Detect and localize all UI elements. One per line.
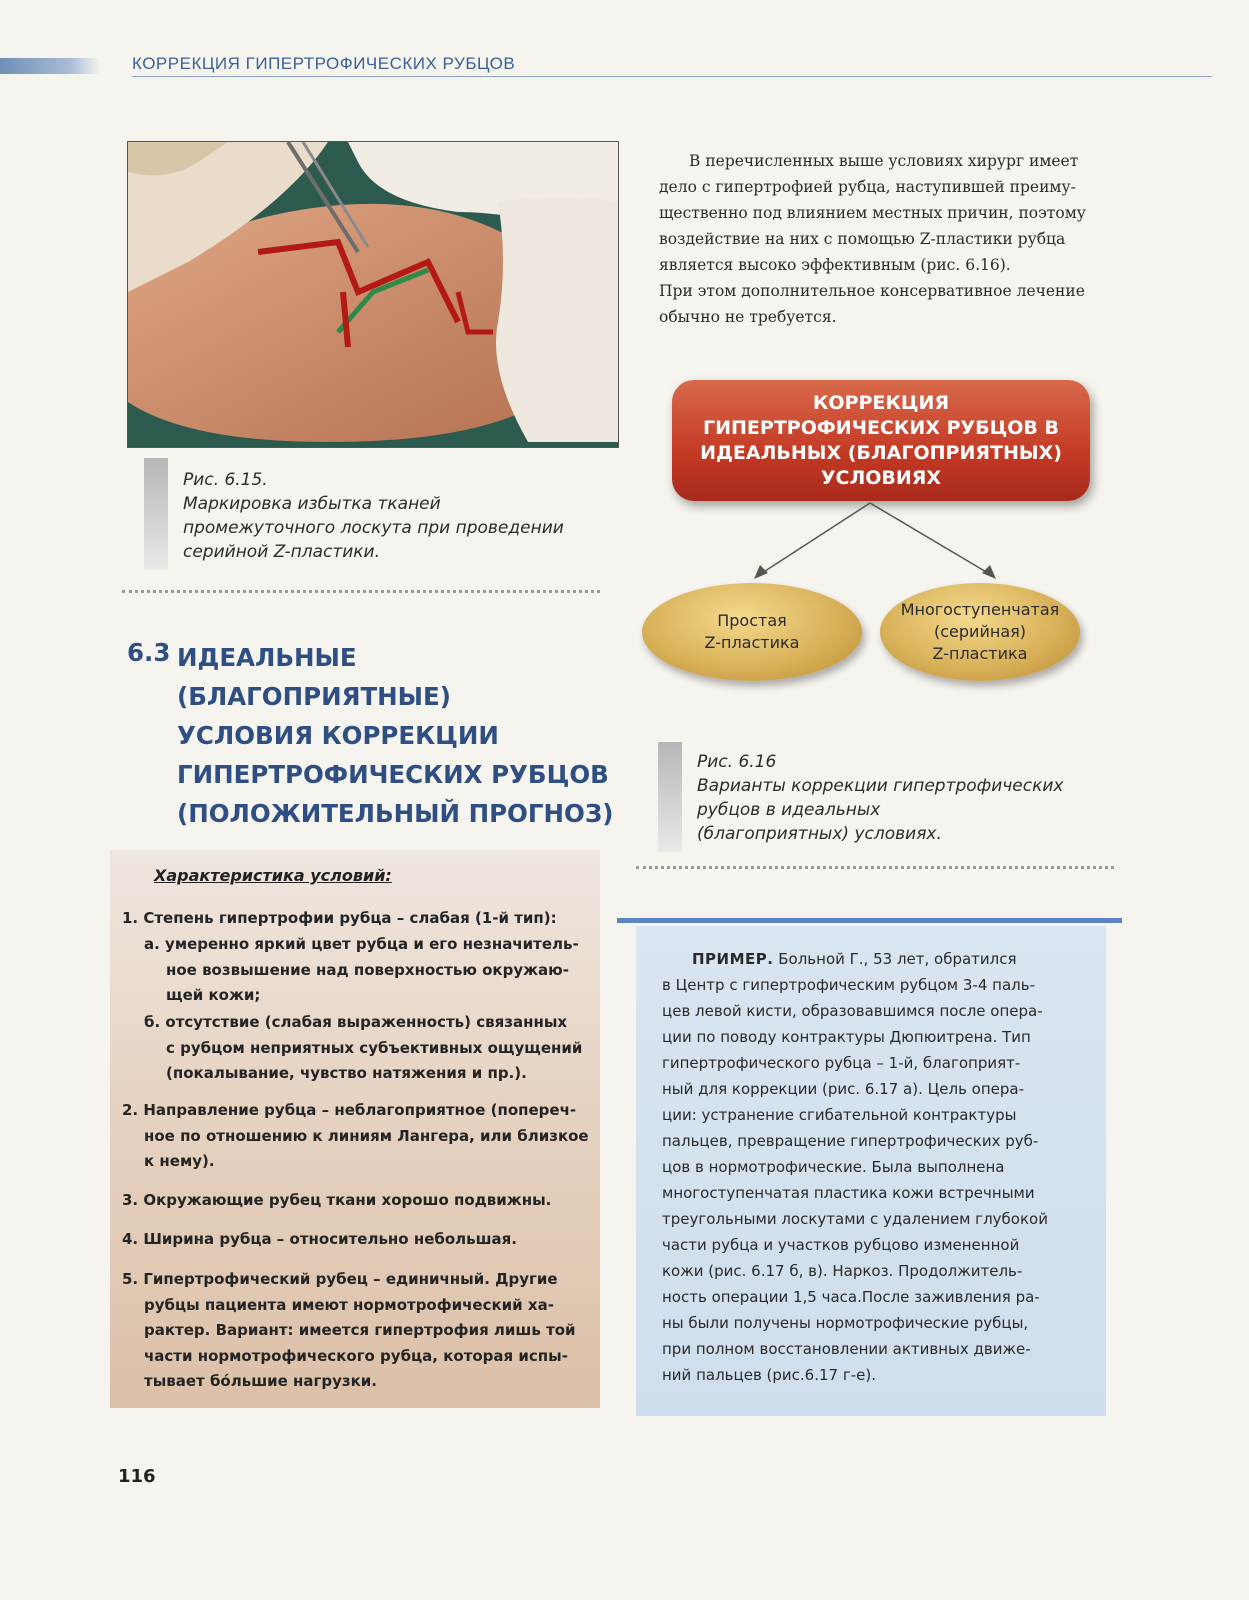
example-line: кожи (рис. 6.17 б, в). Наркоз. Продолжитель- <box>662 1262 1023 1280</box>
intro-paragraph <box>659 148 1137 330</box>
section-title <box>177 638 617 833</box>
caption-line: (благоприятных) условиях. <box>697 824 942 844</box>
condition-line: части нормотрофического рубца, которая испы- <box>144 1346 568 1365</box>
condition-line: 3. Окружающие рубец ткани хорошо подвижны. <box>122 1191 552 1209</box>
diagram-option-simple <box>642 583 862 681</box>
arrow-left <box>762 503 870 573</box>
example-line: многоступенчатая пластика кожи встречными <box>662 1184 1035 1202</box>
caption-line: Маркировка избытка тканей <box>183 494 441 514</box>
section-title-line: ГИПЕРТРОФИЧЕСКИХ РУБЦОВ <box>177 760 609 789</box>
example-line: треугольными лоскутами с удалением глубокой <box>662 1210 1048 1228</box>
example-line: гипертрофического рубца – 1-й, благоприят- <box>662 1054 1021 1072</box>
arrow-left-head <box>754 565 768 579</box>
condition-item-1 <box>122 906 592 932</box>
diagram-root-line: УСЛОВИЯХ <box>820 466 942 489</box>
example-line <box>662 946 1077 972</box>
header-rule <box>132 76 1212 77</box>
example-line: ный для коррекции (рис. 6.17 а). Цель опера- <box>662 1080 1025 1098</box>
condition-line: к нему). <box>144 1152 215 1170</box>
section-title-line: ИДЕАЛЬНЫЕ <box>177 643 357 672</box>
figure-label: Рис. 6.16 <box>697 752 777 772</box>
condition-item-1b <box>144 1010 594 1087</box>
arrow-right-head <box>982 565 996 579</box>
caption-strip <box>144 458 168 570</box>
surgery-photo-illustration <box>128 142 618 447</box>
example-text <box>662 946 1077 1388</box>
condition-line: тывает бо́льшие нагрузки. <box>144 1372 377 1390</box>
section-number: 6.3 <box>127 638 171 667</box>
section-title-line: (ПОЛОЖИТЕЛЬНЫЙ ПРОГНОЗ) <box>177 799 614 828</box>
condition-line: 4. Ширина рубца – относительно небольшая. <box>122 1230 517 1248</box>
diagram-arrows <box>740 495 1010 585</box>
option-line: Простая <box>717 611 787 630</box>
option-line: Z-пластика <box>932 644 1028 663</box>
paragraph-line: воздействие на них с помощью Z-пластики рубца <box>659 230 1066 248</box>
condition-line: с рубцом неприятных субъективных ощущений <box>166 1038 583 1057</box>
example-line: цев левой кисти, образовавшимся после опера- <box>662 1002 1043 1020</box>
condition-line: 5. Гипертрофический рубец – единичный. Другие <box>122 1270 558 1288</box>
condition-line: рактер. Вариант: имеется гипертрофия лишь той <box>144 1321 576 1339</box>
paragraph-line: является высоко эффективным (рис. 6.16). <box>659 256 1011 274</box>
caption-line: Варианты коррекции гипертрофических <box>697 776 1064 796</box>
paragraph-line: обычно не требуется. <box>659 308 837 326</box>
example-line: ний пальцев (рис.6.17 г-е). <box>662 1366 876 1384</box>
condition-line: ное по отношению к линиям Лангера, или близкое <box>144 1126 589 1145</box>
condition-line: щей кожи; <box>166 986 261 1004</box>
condition-item-3 <box>122 1188 594 1214</box>
example-line: пальцев, превращение гипертрофических руб- <box>662 1132 1039 1150</box>
condition-line: а. умеренно яркий цвет рубца и его незначитель- <box>144 935 579 953</box>
condition-item-5 <box>122 1267 594 1395</box>
example-line: части рубца и участков рубцово измененной <box>662 1236 1020 1254</box>
caption-divider <box>122 590 600 593</box>
condition-line: ное возвышение над поверхностью окружаю- <box>166 960 569 979</box>
condition-item-2 <box>122 1098 594 1175</box>
arrow-right <box>870 503 988 573</box>
caption-divider <box>636 866 1114 869</box>
figure-caption-6-16 <box>697 750 1117 846</box>
diagram-root-line: КОРРЕКЦИЯ <box>812 391 950 414</box>
diagram-option-serial <box>880 583 1080 681</box>
diagram-root-line: ИДЕАЛЬНЫХ (БЛАГОПРИЯТНЫХ) <box>700 441 1062 464</box>
option-line: Многоступенчатая <box>900 600 1060 619</box>
condition-line: б. отсутствие (слабая выраженность) связанных <box>144 1013 568 1031</box>
condition-line: 2. Направление рубца – неблагоприятное (попереч- <box>122 1101 577 1119</box>
example-line: ции по поводу контрактуры Дюпюитрена. Тип <box>662 1028 1031 1046</box>
option-line: (серийная) <box>934 622 1026 641</box>
example-lead: ПРИМЕР. <box>692 950 774 968</box>
conditions-heading: Характеристика условий: <box>154 866 392 885</box>
figure-caption-6-15 <box>183 468 593 564</box>
surgery-photo <box>127 141 619 448</box>
condition-item-1a <box>144 932 594 1009</box>
condition-line: 1. Степень гипертрофии рубца – слабая (1-й тип): <box>122 909 557 927</box>
header-accent-bar <box>0 58 100 74</box>
condition-line: (покалывание, чувство натяжения и пр.). <box>166 1064 527 1082</box>
example-line-rest: Больной Г., 53 лет, обратился <box>773 950 1017 968</box>
paragraph-line: В перечисленных выше условиях хирург имеет <box>689 152 1079 170</box>
condition-item-4 <box>122 1227 594 1253</box>
paragraph-line: При этом дополнительное консервативное лечение <box>659 282 1085 300</box>
example-line: ны были получены нормотрофические рубцы, <box>662 1314 1029 1332</box>
caption-line: промежуточного лоскута при проведении <box>183 518 564 538</box>
section-title-line: УСЛОВИЯ КОРРЕКЦИИ <box>177 721 499 750</box>
caption-line: рубцов в идеальных <box>697 800 881 820</box>
diagram-root-box <box>672 380 1090 501</box>
caption-line: серийной Z-пластики. <box>183 542 381 562</box>
example-line: цов в нормотрофические. Была выполнена <box>662 1158 1005 1176</box>
paragraph-line: щественно под влиянием местных причин, поэтому <box>659 204 1086 222</box>
example-line: ность операции 1,5 часа.После заживления ра- <box>662 1288 1040 1306</box>
page-number: 116 <box>118 1466 156 1487</box>
running-header: КОРРЕКЦИЯ ГИПЕРТРОФИЧЕСКИХ РУБЦОВ <box>132 54 516 73</box>
example-line: в Центр с гипертрофическим рубцом 3-4 паль- <box>662 976 1035 994</box>
example-line: ции: устранение сгибательной контрактуры <box>662 1106 1017 1124</box>
option-line: Z-пластика <box>704 633 800 652</box>
condition-line: рубцы пациента имеют нормотрофический ха- <box>144 1295 554 1314</box>
example-top-bar <box>617 918 1122 923</box>
paragraph-line: дело с гипертрофией рубца, наступившей преиму- <box>659 178 1076 196</box>
section-title-line: (БЛАГОПРИЯТНЫЕ) <box>177 682 451 711</box>
figure-label: Рис. 6.15. <box>183 470 268 490</box>
example-line: при полном восстановлении активных движе- <box>662 1340 1031 1358</box>
caption-strip <box>658 742 682 852</box>
diagram-root-line: ГИПЕРТРОФИЧЕСКИХ РУБЦОВ В <box>703 416 1059 439</box>
